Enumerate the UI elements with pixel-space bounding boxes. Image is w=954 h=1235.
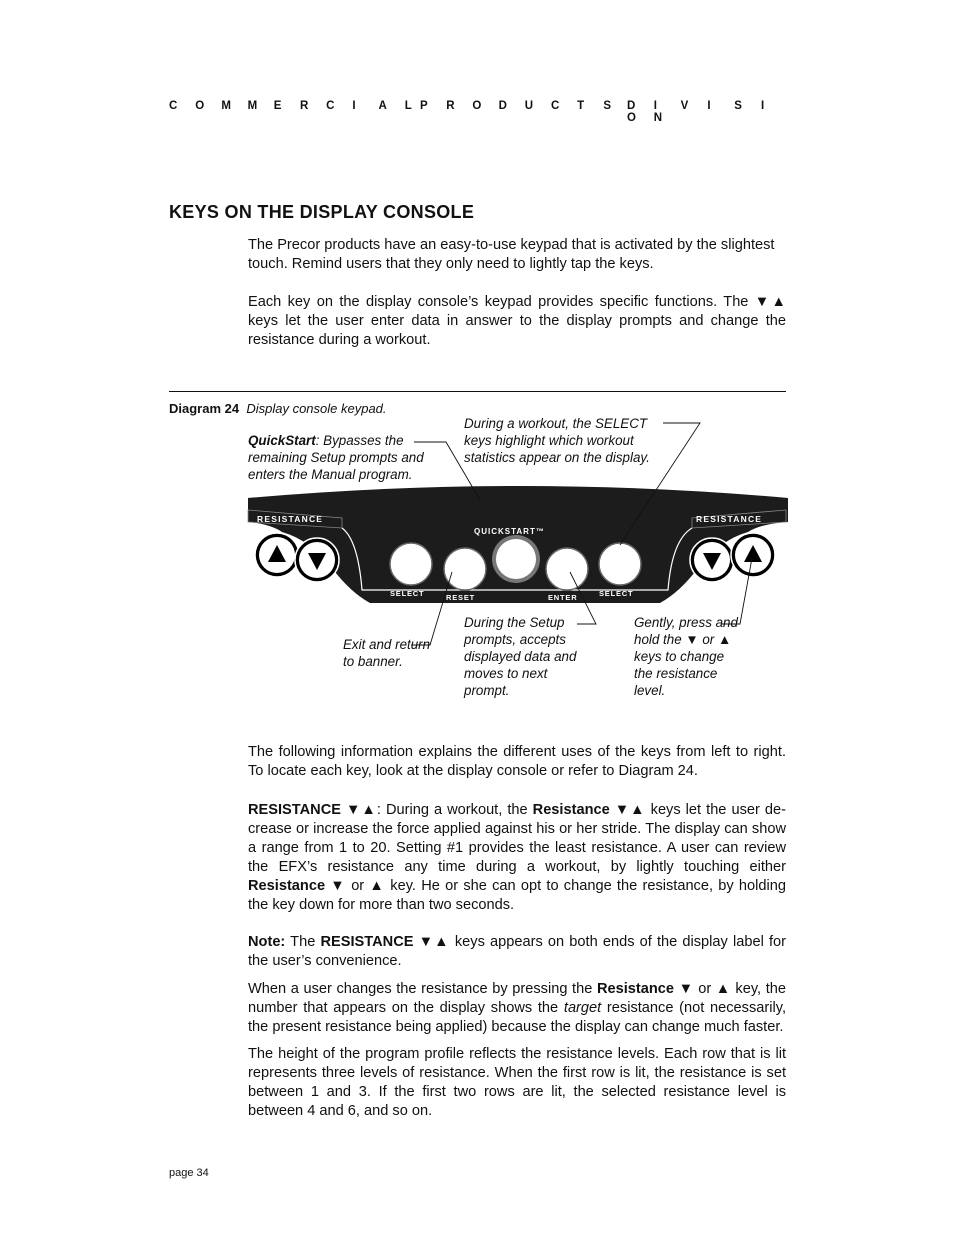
header-letter: P (420, 100, 428, 112)
header-letter: S (603, 100, 611, 112)
text-run: resistance (not necessarily, the present resistance being applied) because the display can change much faster. (248, 1000, 786, 1035)
label-reset: RESET (446, 593, 476, 602)
header-letter: C (326, 100, 335, 112)
header-letter: E (273, 100, 282, 112)
header-letter: I (653, 100, 657, 112)
text-run: or ▲ key, the number that appears on the display shows the (248, 981, 786, 1016)
header-letter: I (352, 100, 356, 112)
header-letter: R (446, 100, 455, 112)
header-letter: N (653, 112, 663, 124)
body-paragraph-target-resistance (248, 980, 786, 1037)
leader-enter (570, 572, 596, 624)
header-letter: D (498, 100, 507, 112)
callout-reset: Exit and return to banner. (343, 637, 431, 669)
label-select-left: SELECT (390, 589, 425, 598)
label-quickstart: QUICKSTART™ (474, 527, 545, 536)
text-run: The (285, 934, 321, 950)
body-paragraph-program-profile: The height of the program profile reflects the resistance levels. Each row that is lit represents three levels of resistance. When the first row is lit, the resistance is set between 1 and 3. If the first two rows are lit, the selected resistance level is between 4 and 6, and so on. (248, 1046, 786, 1119)
callout-resistance: Gently, press and hold the ▼ or ▲ keys to change the resistance level. (634, 615, 738, 698)
caption-text: Display console keypad. (246, 401, 387, 416)
label-resistance-left: RESISTANCE (257, 514, 324, 524)
body-paragraph-resistance (248, 801, 786, 915)
text-run: : During a workout, the (376, 802, 533, 818)
label-enter: ENTER (548, 593, 578, 602)
body-paragraph-note (248, 933, 786, 971)
caption-label: Diagram 24 (169, 401, 240, 416)
text-run-bold: Resistance ▼ (248, 878, 346, 894)
text-run: or ▲ key. He or she can opt to change the resistance, by holding the key down for more than two seconds. (248, 878, 786, 913)
label-resistance-right: RESISTANCE (696, 514, 763, 524)
header-letter: C (169, 100, 178, 112)
header-letter: L (404, 100, 412, 112)
callout-enter: During the Setup prompts, accepts displayed data and moves to next prompt. (464, 615, 577, 698)
header-letter: S (734, 100, 742, 112)
text-run: keys appears on both ends of the display label for the user’s convenience. (248, 934, 786, 969)
header-letter: M (221, 100, 231, 112)
note-label: Note: (248, 934, 286, 950)
header-letter: A (378, 100, 387, 112)
text-run: When a user changes the resistance by pressing the (248, 981, 597, 997)
header-letter: M (247, 100, 258, 112)
header-letter: O (627, 112, 636, 124)
intro-paragraph-2: Each key on the display console’s keypad provides specific functions. The ▼▲ keys let the user enter data in answer to the display prompts and change the resistance during a workout. (248, 294, 786, 348)
page-number: page 34 (169, 1167, 209, 1179)
leader-select (620, 423, 700, 545)
header-letter: C (550, 100, 560, 112)
header-letter: O (472, 100, 482, 112)
header-letter: R (299, 100, 309, 112)
header-letter: I (707, 100, 711, 112)
header-letter: O (195, 100, 205, 112)
text-run-bold: RESISTANCE ▼▲ (320, 934, 450, 950)
header-letter: V (680, 100, 689, 112)
leader-reset (411, 572, 452, 645)
text-run: keys let the user decrease or increase the force applied against his or her stride. The display can show a range from 1 to 20. Setting #1 provides the least resistance. A user can review the EFX’s resistance any time during a workout, by lightly touching either (248, 802, 786, 875)
header-letter: D (627, 100, 636, 112)
leader-quickstart (414, 442, 480, 500)
header-letter: I (760, 100, 765, 112)
body-paragraph-keys-overview: The following information explains the different uses of the keys from left to right. To locate each key, look at the display console or refer to Diagram 24. (248, 744, 786, 779)
header-letter: U (524, 100, 534, 112)
section-title: KEYS ON THE DISPLAY CONSOLE (169, 202, 475, 222)
text-run-bold: Resistance ▼▲ (532, 802, 646, 818)
callout-quickstart-bold: QuickStart (248, 433, 316, 448)
intro-paragraph-1: The Precor products have an easy-to-use keypad that is activated by the slightest touch. Remind users that they only need to lightly tap the keys. (248, 237, 775, 272)
text-run-bold: Resistance ▼ (596, 981, 694, 997)
header-letter: T (577, 100, 585, 112)
resistance-heading: RESISTANCE ▼▲ (248, 802, 377, 818)
label-select-right: SELECT (599, 589, 634, 598)
callout-quickstart-text: : Bypasses the remaining Setup prompts and enters the Manual program. (248, 433, 424, 482)
callout-select: During a workout, the SELECT keys highlight which workout statistics appear on the display. (464, 416, 650, 465)
leader-resistance (722, 558, 752, 624)
text-run-italic: target (563, 1000, 602, 1016)
